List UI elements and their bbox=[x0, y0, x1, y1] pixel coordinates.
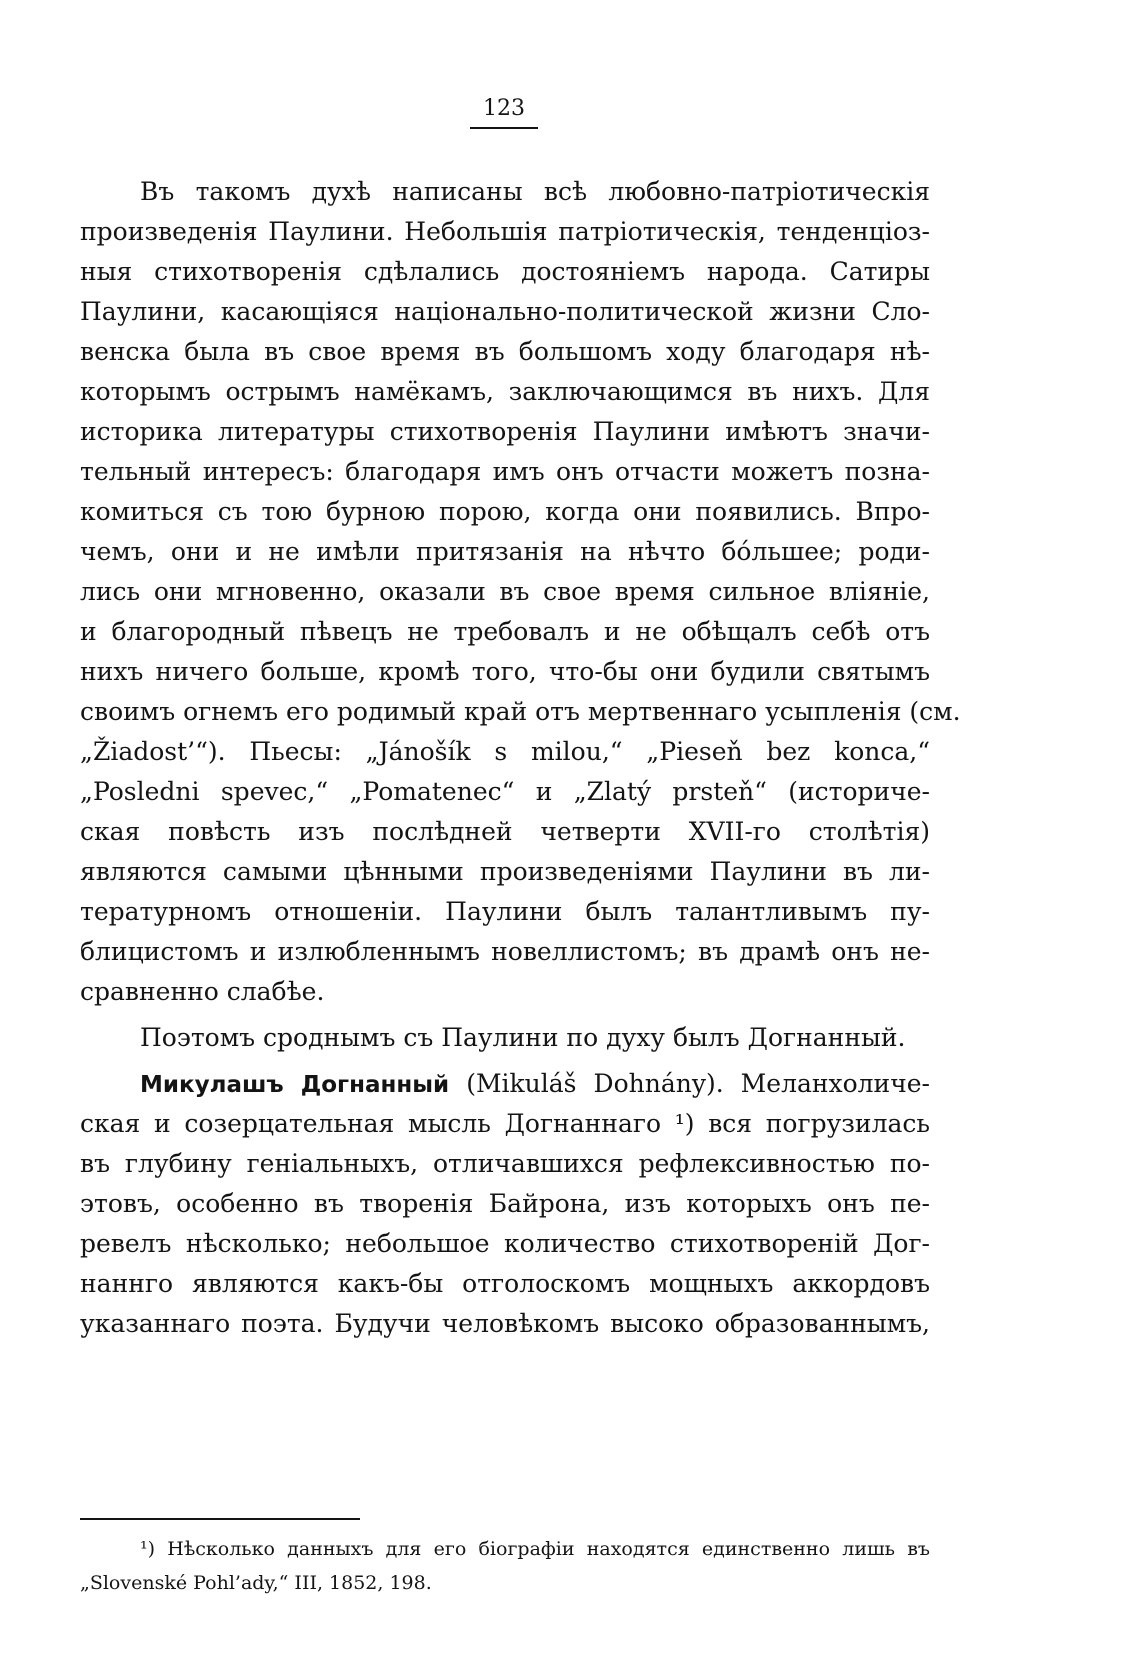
footnote-line: ¹) Нѣсколько данныхъ для его біографіи находятся единственно лишь въ bbox=[140, 1538, 930, 1560]
text-line: блицистомъ и излюбленнымъ новеллистомъ; въ драмѣ онъ не- bbox=[80, 937, 930, 966]
footnote bbox=[80, 1532, 930, 1600]
text-line: венска была въ свое время въ большомъ ходу благодаря нѣ- bbox=[80, 337, 930, 366]
text-line: ская и созерцательная мысль Догнаннаго ¹) вся погрузилась bbox=[80, 1109, 930, 1138]
text-line: указаннаго поэта. Будучи человѣкомъ высоко образованнымъ, bbox=[80, 1309, 930, 1338]
text-span: (Mikuláš Dohnány). Меланхоличе- bbox=[449, 1069, 930, 1098]
main-text bbox=[80, 172, 961, 1344]
text-line: и благородный пѣвецъ не требовалъ и не обѣщалъ себѣ отъ bbox=[80, 617, 930, 646]
text-line: наннго являются какъ-бы отголоскомъ мощныхъ аккордовъ bbox=[80, 1269, 930, 1298]
text-line: чемъ, они и не имѣли притязанія на нѣчто бо́льшее; роди- bbox=[80, 537, 930, 566]
text-line: которымъ острымъ намёкамъ, заключающимся въ нихъ. Для bbox=[80, 377, 930, 406]
text-line: тературномъ отношеніи. Паулини былъ талантливымъ пу- bbox=[80, 897, 930, 926]
text-line: въ глубину геніальныхъ, отличавшихся рефлексивностью по- bbox=[80, 1149, 930, 1178]
paragraph-dohnany-first-line bbox=[80, 1064, 930, 1104]
footnote-line: „Slovenské Pohl’ady,“ III, 1852, 198. bbox=[80, 1572, 432, 1594]
text-line: Паулини, касающіяся національно-политической жизни Сло- bbox=[80, 297, 930, 326]
text-line: нихъ ничего больше, кромѣ того, что-бы они будили святымъ bbox=[80, 657, 930, 686]
text-line: „Posledni spevec,“ „Pomatenec“ и „Zlatý prsteň“ (историче- bbox=[80, 777, 930, 806]
page-number: 123 bbox=[470, 96, 538, 129]
text-line: Въ такомъ духѣ написаны всѣ любовно-патріотическія bbox=[140, 177, 930, 206]
text-line: комиться съ тою бурною порою, когда они появились. Впро- bbox=[80, 497, 930, 526]
text-line: являются самыми цѣнными произведеніями Паулини въ ли- bbox=[80, 857, 930, 886]
text-line: ныя стихотворенія сдѣлались достояніемъ народа. Сатиры bbox=[80, 257, 930, 286]
footnote-divider bbox=[80, 1518, 360, 1520]
paragraph-dohnany-intro: Поэтомъ сроднымъ съ Паулини по духу былъ Догнанный. bbox=[140, 1023, 906, 1052]
text-line: своимъ огнемъ его родимый край отъ мертвеннаго усыпленія (см. bbox=[80, 697, 961, 726]
text-line: ская повѣсть изъ послѣдней четверти XVII-го столѣтія) bbox=[80, 817, 930, 846]
text-line: историка литературы стихотворенія Паулини имѣютъ значи- bbox=[80, 417, 930, 446]
text-line: этовъ, особенно въ творенія Байрона, изъ которыхъ онъ пе- bbox=[80, 1189, 930, 1218]
text-line: сравненно слабѣе. bbox=[80, 977, 325, 1006]
text-line: тельный интересъ: благодаря имъ онъ отчасти можетъ позна- bbox=[80, 457, 930, 486]
text-line: ревелъ нѣсколько; небольшое количество стихотвореній Дог- bbox=[80, 1229, 930, 1258]
author-name-bold: Микулашъ Догнанный bbox=[140, 1072, 450, 1098]
text-line: лись они мгновенно, оказали въ свое время сильное вліяніе, bbox=[80, 577, 930, 606]
text-line: произведенія Паулини. Небольшія патріотическія, тенденціоз- bbox=[80, 217, 930, 246]
text-line: „Žiadost’“). Пьесы: „Jánošík s milou,“ „Pieseň bez konca,“ bbox=[80, 737, 930, 766]
